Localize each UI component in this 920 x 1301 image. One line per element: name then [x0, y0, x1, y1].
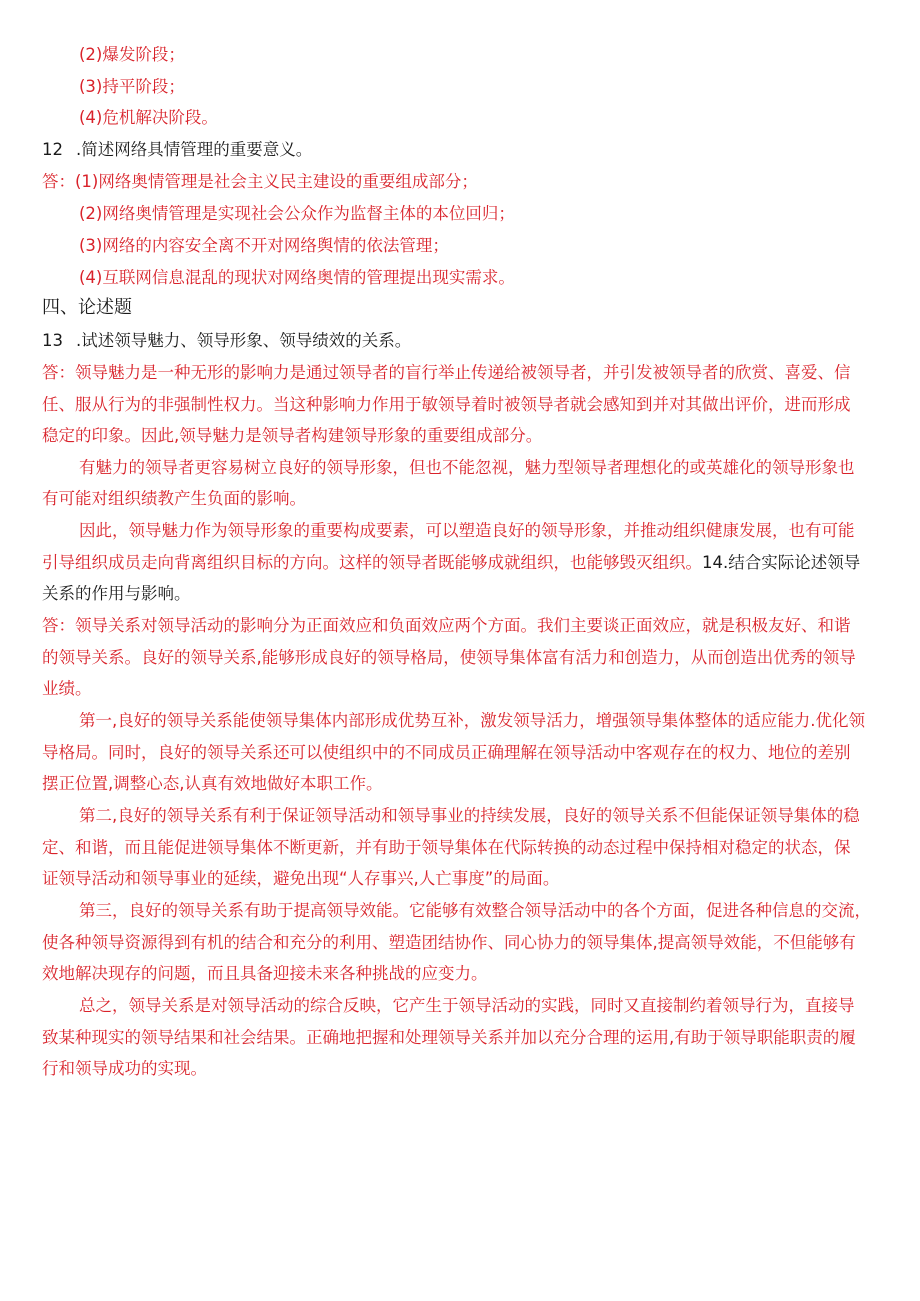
line-text: 关系的作用与影响。 [42, 584, 191, 603]
line-text: 四、论述题 [42, 297, 132, 318]
line-text: 引导组织成员走向背离组织目标的方向。这样的领导者既能够成就组织，也能够毁灭组织。 [42, 553, 702, 572]
text-line [42, 489, 306, 509]
line-text: (3)持平阶段； [79, 77, 185, 96]
line-text: 摆正位置,调整心态,认真有效地做好本职工作。 [42, 774, 383, 793]
text-line [42, 933, 856, 953]
text-line [79, 901, 871, 921]
line-text: 的领导关系。良好的领导关系,能够形成良好的领导格局，使领导集体富有活力和创造力，从而创造出优秀的领导 [42, 648, 856, 667]
line-text: .试述领导魅力、领导形象、领导绩效的关系。 [76, 331, 412, 350]
line-text: 证领导活动和领导事业的延续，避免出现“人存事兴,人亡事度”的局面。 [42, 869, 560, 888]
line-text: 使各种领导资源得到有机的结合和充分的利用、塑造团结协作、同心协力的领导集体,提高领导效能，不但能够有 [42, 933, 856, 952]
line-text: 第一,良好的领导关系能使领导集体内部形成优势互补，激发领导活力，增强领导集体整体的适应能力.优化领 [79, 711, 865, 730]
text-line [79, 236, 449, 256]
line-text: 因此，领导魅力作为领导形象的重要构成要素，可以塑造良好的领导形象，并推动组织健康发展，也有可能 [79, 521, 855, 540]
text-line [79, 996, 855, 1016]
text-line [42, 869, 559, 889]
text-line [79, 711, 865, 731]
line-text: 第三，良好的领导关系有助于提高领导效能。它能够有效整合领导活动中的各个方面，促进各种信息的交流， [79, 901, 871, 920]
text-line [42, 774, 383, 794]
text-line [42, 679, 92, 699]
text-line [42, 743, 851, 763]
text-line [79, 77, 185, 97]
text-line [42, 172, 478, 192]
line-text: 总之，领导关系是对领导活动的综合反映，它产生于领导活动的实践，同时又直接制约着领导行为，直接导 [79, 996, 855, 1015]
text-line [42, 648, 856, 668]
line-text: (3)网络的内容安全离不开对网络舆情的依法管理； [79, 236, 449, 255]
question-number: 13 [42, 331, 63, 350]
text-line [79, 45, 185, 65]
line-text: (4)互联网信息混乱的现状对网络奥情的管理提出现实需求。 [79, 268, 515, 287]
text-line [42, 331, 411, 351]
text-line [79, 458, 855, 478]
text-line [42, 426, 542, 446]
text-line [79, 521, 855, 541]
text-line [79, 268, 515, 288]
text-line [42, 298, 132, 318]
text-line [42, 553, 860, 573]
line-text: 定、和谐，而且能促进领导集体不断更新，并有助于领导集体在代际转换的动态过程中保持相对稳定的状态，保 [42, 838, 851, 857]
text-line [42, 964, 488, 984]
line-text: 有魅力的领导者更容易树立良好的领导形象，但也不能忽视，魅力型领导者理想化的或英雄化的领导形象也 [79, 458, 855, 477]
line-text: 答：(1)网络奥情管理是社会主义民主建设的重要组成部分； [42, 172, 478, 191]
line-text: 效地解决现存的问题，而且具备迎接未来各种挑战的应变力。 [42, 964, 488, 983]
question-heading-inline: 14.结合实际论述领导 [702, 553, 861, 572]
line-text: 业绩。 [42, 679, 92, 698]
text-line [42, 363, 851, 383]
text-line [42, 616, 851, 636]
line-text: 任、服从行为的非强制性权力。当这种影响力作用于敏领导着时被领导者就会感知到并对其做出评价，进而形成 [42, 395, 851, 414]
text-line [42, 1059, 207, 1079]
line-text: 稳定的印象。因此,领导魅力是领导者构建领导形象的重要组成部分。 [42, 426, 543, 445]
text-line [79, 806, 860, 826]
line-text: 有可能对组织绩教产生负面的影响。 [42, 489, 306, 508]
line-text: (2)爆发阶段； [79, 45, 185, 64]
line-text: (2)网络奥情管理是实现社会公众作为监督主体的本位回归； [79, 204, 515, 223]
text-line [42, 1028, 856, 1048]
line-text: 答：领导关系对领导活动的影响分为正面效应和负面效应两个方面。我们主要谈正面效应，就是积极友好、和谐 [42, 616, 851, 635]
line-text: .简述网络具情管理的重要意义。 [76, 140, 313, 159]
line-text: 答：领导魅力是一种无形的影响力是通过领导者的盲行举止传递给被领导者，并引发被领导者的欣赏、喜爱、信 [42, 363, 851, 382]
text-line [42, 395, 851, 415]
text-line [42, 838, 851, 858]
text-line [79, 204, 515, 224]
line-text: 第二,良好的领导关系有利于保证领导活动和领导事业的持续发展，良好的领导关系不但能保证领导集体的稳 [79, 806, 860, 825]
line-text: 导格局。同时，良好的领导关系还可以使组织中的不同成员正确理解在领导活动中客观存在的权力、地位的差别 [42, 743, 851, 762]
text-line [42, 584, 191, 604]
line-text: 致某种现实的领导结果和社会结果。正确地把握和处理领导关系并加以充分合理的运用,有助于领导职能职责的履 [42, 1028, 856, 1047]
question-number: 12 [42, 140, 63, 159]
line-text: 行和领导成功的实现。 [42, 1059, 207, 1078]
text-line [79, 108, 218, 128]
line-text: (4)危机解决阶段。 [79, 108, 218, 127]
text-line [42, 140, 312, 160]
